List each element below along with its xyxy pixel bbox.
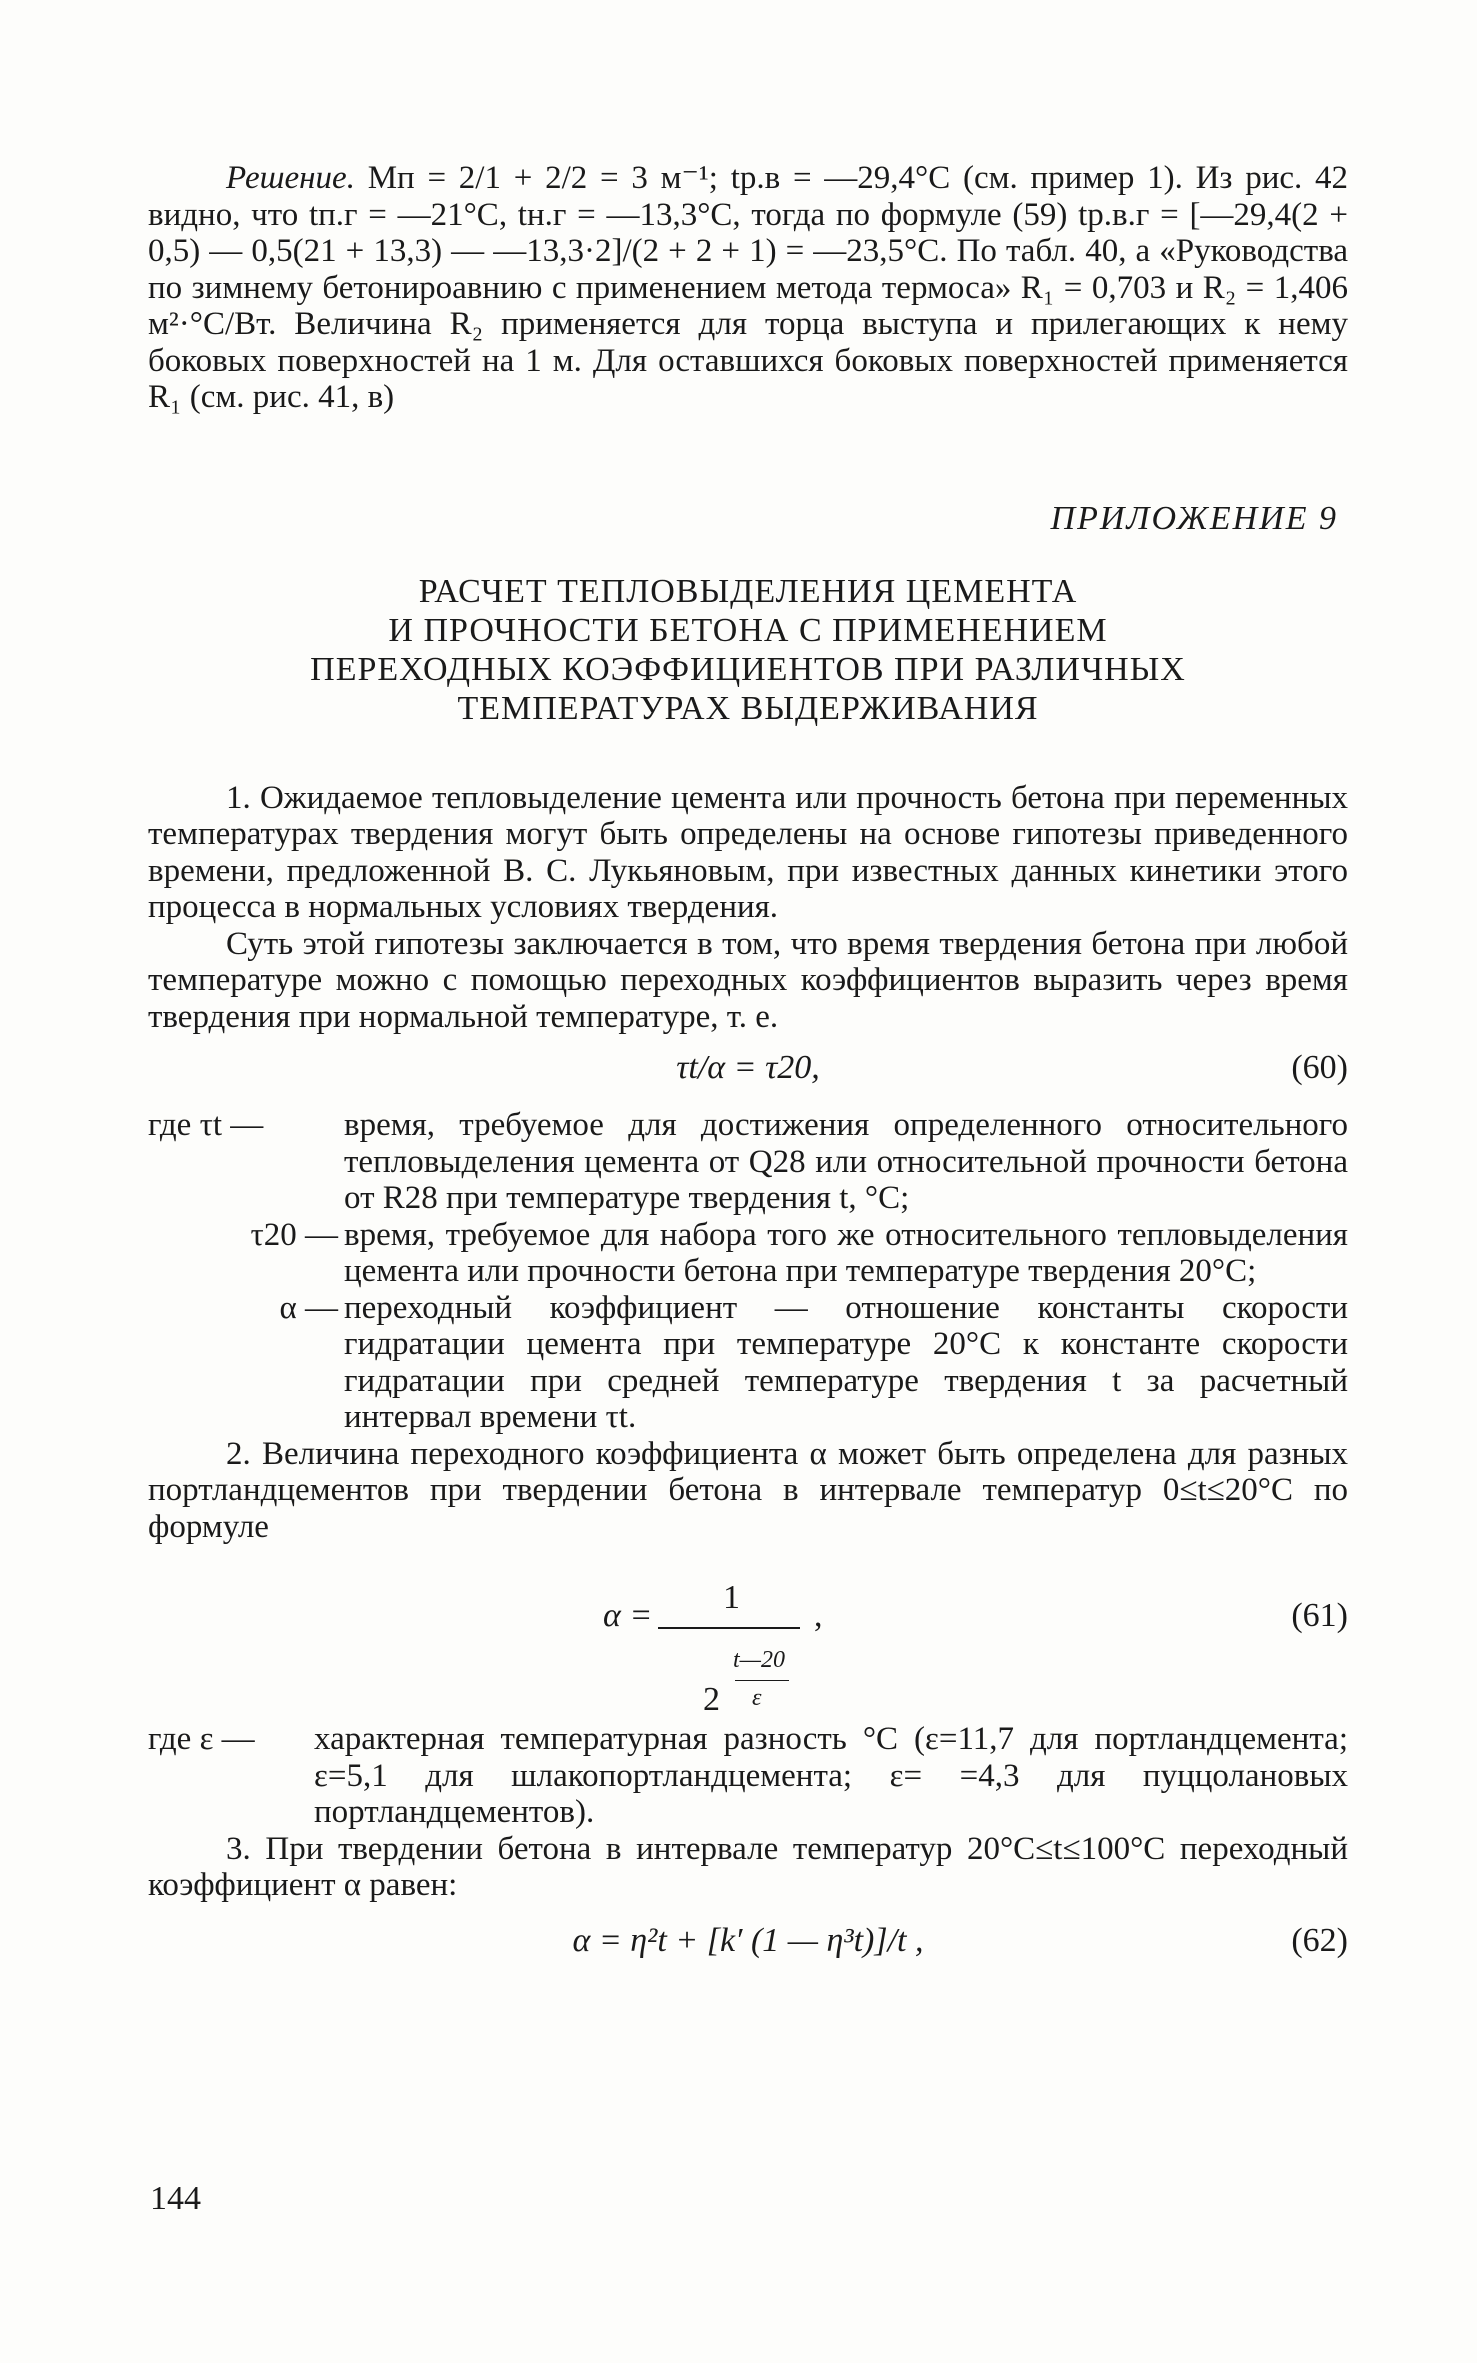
heading-line: ПЕРЕХОДНЫХ КОЭФФИЦИЕНТОВ ПРИ РАЗЛИЧНЫХ bbox=[310, 650, 1186, 688]
definition-item bbox=[148, 1107, 1348, 1217]
paragraph-3: 2. Величина переходного коэффициента α может быть определена для разных портландцементов при твердении бетона в интервале температур 0≤t≤20°С по формуле bbox=[148, 1435, 1348, 1545]
equation-61-base: 2 bbox=[703, 1681, 720, 1718]
page-number: 144 bbox=[150, 2180, 201, 2217]
fraction-bar bbox=[658, 1627, 800, 1629]
equation-61-number: (61) bbox=[1291, 1597, 1348, 1634]
solution-label: Решение. bbox=[226, 160, 355, 196]
equation-61-exponent-numerator: t—20 bbox=[733, 1647, 786, 1673]
equation-60-number: (60) bbox=[1291, 1049, 1348, 1086]
heading-line: РАСЧЕТ ТЕПЛОВЫДЕЛЕНИЯ ЦЕМЕНТА bbox=[418, 572, 1078, 610]
page-body bbox=[148, 160, 1348, 1974]
heading-line: И ПРОЧНОСТИ БЕТОНА С ПРИМЕНЕНИЕМ bbox=[388, 611, 1108, 649]
equation-61-exponent-denominator: ε bbox=[752, 1685, 762, 1711]
definition-text: время, требуемое для набора того же относительного тепловыделения цемента или прочности бетона при температуре твердения 20°С; bbox=[344, 1216, 1348, 1289]
definitions-60 bbox=[148, 1107, 1348, 1436]
equation-62-number: (62) bbox=[1291, 1921, 1348, 1959]
definition-text: переходный коэффициент — отношение константы скорости гидратации цемента при температуре 20°С к константе скорости гидратации при средней температуре твердения t за расчетный интервал времени τt. bbox=[344, 1289, 1348, 1435]
equation-62-expression: α = η²t + [k′ (1 — η³t)]/t , bbox=[572, 1921, 924, 1959]
solution-text: Mп = 2/1 + 2/2 = 3 м⁻¹; tр.в = —29,4°С (см. пример 1). Из рис. 42 видно, что tп.г = —21°С, tн.г = —13,3°С, тогда по формуле (59) tр.в.г = [—29,4(2 + 0,5) — 0,5(21 + 13,3) — —13,3·2]/(2 + 2 + 1) = —23,5°С. По табл. 40, а «Руководства по зимнему бетонироавнию с применением метода термоса» R₁ = 0,703 и R₂ = 1,406 м²·°С/Вт. Величина R₂ применяется для торца выступа и прилегающих к нему боковых поверхностей на 1 м. Для оставшихся боковых поверхностей применяется R₁ (см. рис. 41, в) bbox=[148, 160, 1349, 415]
equation-61 bbox=[148, 1561, 1348, 1718]
equation-61-numerator: 1 bbox=[723, 1579, 740, 1616]
definition-item bbox=[148, 1290, 1348, 1436]
equation-60-expression: τt/α = τ20, bbox=[676, 1049, 820, 1086]
paragraph-1: 1. Ожидаемое тепловыделение цемента или прочность бетона при переменных температурах твердения могут быть определены на основе гипотезы приведенного времени, предложенной В. С. Лукьяновым, при известных данных кинетики этого процесса в нормальных условиях твердения. bbox=[148, 779, 1348, 925]
paragraph-2: Суть этой гипотезы заключается в том, что время твердения бетона при любой температуре можно с помощью переходных коэффициентов выразить через время твердения при нормальной температуре, т. е. bbox=[148, 925, 1348, 1035]
definition-epsilon bbox=[148, 1721, 1348, 1831]
heading-line: ТЕМПЕРАТУРАХ ВЫДЕРЖИВАНИЯ bbox=[457, 689, 1039, 727]
definition-symbol: α — bbox=[279, 1289, 338, 1326]
equation-61-lhs: α = bbox=[603, 1597, 653, 1634]
definition-symbol: τ20 — bbox=[250, 1216, 338, 1253]
appendix-label: ПРИЛОЖЕНИЕ 9 bbox=[1050, 499, 1338, 537]
definition-text: характерная температурная разность °С (ε=11,7 для портландцемента; ε=5,1 для шлакопортландцемента; ε= =4,3 для пуццолановых портландцементов). bbox=[314, 1721, 1348, 1830]
definition-text: время, требуемое для достижения определенного относительного тепловыделения цемента от Q28 или относительной прочности бетона от R28 при температуре твердения t, °С; bbox=[344, 1107, 1348, 1216]
paragraph-4: 3. При твердении бетона в интервале температур 20°С≤t≤100°С переходный коэффициент α равен: bbox=[148, 1830, 1348, 1903]
exponent-fraction-bar bbox=[735, 1680, 789, 1681]
definition-symbol: где τt — bbox=[148, 1107, 264, 1143]
equation-61-comma: , bbox=[814, 1597, 823, 1634]
section-heading bbox=[148, 572, 1348, 728]
definition-symbol: где ε — bbox=[148, 1721, 255, 1757]
solution-paragraph bbox=[148, 160, 1348, 416]
equation-60 bbox=[148, 1049, 1348, 1101]
definition-item bbox=[148, 1217, 1348, 1290]
equation-62 bbox=[148, 1922, 1348, 1974]
